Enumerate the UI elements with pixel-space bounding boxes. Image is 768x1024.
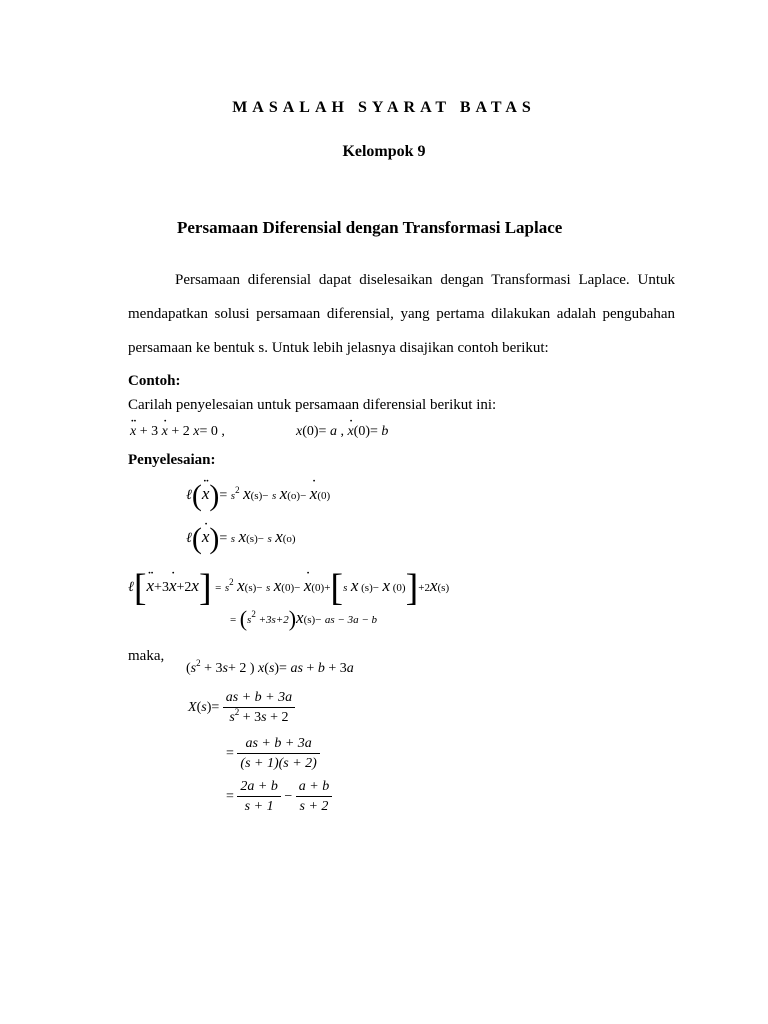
solution-label: Penyelesaian: [128,452,216,468]
laplace-first-derivative: ℓ(x · )= s x(s)− s x(o) [186,518,296,555]
collected-equation: = $(s^2 +3s+2)x(s)-$ as − 3a − b [230,606,378,631]
pf2-denominator: s + 2 [299,799,329,814]
example-text: Carilah penyelesaian untuk persamaan diferensial berikut ini: [128,397,497,413]
document-subtitle: Kelompok 9 [342,143,426,160]
pf1-denominator: s + 1 [244,799,274,814]
X-denominator: $s^2 + 3s + 2$ [229,707,289,725]
document-title: MASALAH SYARAT BATAS [232,99,536,116]
maka-equation: ($s^2 + 3s+ 2$ ) x(s)= as + b + 3a [186,658,354,676]
intro-paragraph: Persamaan diferensial dapat diselesaikan dengan Transformasi Laplace. Untuk mendapatkan solusi persamaan diferensial, yang pertama dilakukan adalah pengubahan persamaan ke bentuk s. Untuk lebih jelasnya disajikan contoh berikut: [128,272,675,356]
step2-numerator: as + b + 3a [237,736,319,754]
laplace-sum-equation: ℓ[x ·· +3x · $+2x] = s^2$ x(s)− s x(0)− x · (0)+[s x (s)− x (0)]+2x(s) [128,567,450,609]
pf2-numerator: a + b [296,779,332,797]
example-label: Contoh: [128,373,181,389]
X-numerator: as + b + 3a [223,690,295,708]
pf1-numerator: 2a + b [237,779,280,797]
section-heading: Persamaan Diferensial dengan Transformasi Laplace [177,218,563,237]
maka-text: maka, [128,648,165,664]
partial-fraction-step: = $\frac{2a + b}{s + 1}$ − $\frac{a + b}{s + 2}$ [226,779,332,815]
step2-denominator: (s + 1)(s + 2) [240,756,317,771]
ode-equation: x ·· + 3 x · + 2 x= 0 , [130,415,225,439]
laplace-second-derivative: ℓ(x ·· )= $s^2$ x(s)− s x(o)− x · (0) [186,475,331,512]
factored-step: = $\frac{as + b + 3a}{(s + 1)(s + 2)}$ [226,736,320,772]
X-of-s-equation: X(s)= $\frac{as + b + 3a}{s^2 + 3s + 2}$ [188,690,295,726]
initial-conditions: x(0)= a , x · (0)= b [296,415,389,439]
